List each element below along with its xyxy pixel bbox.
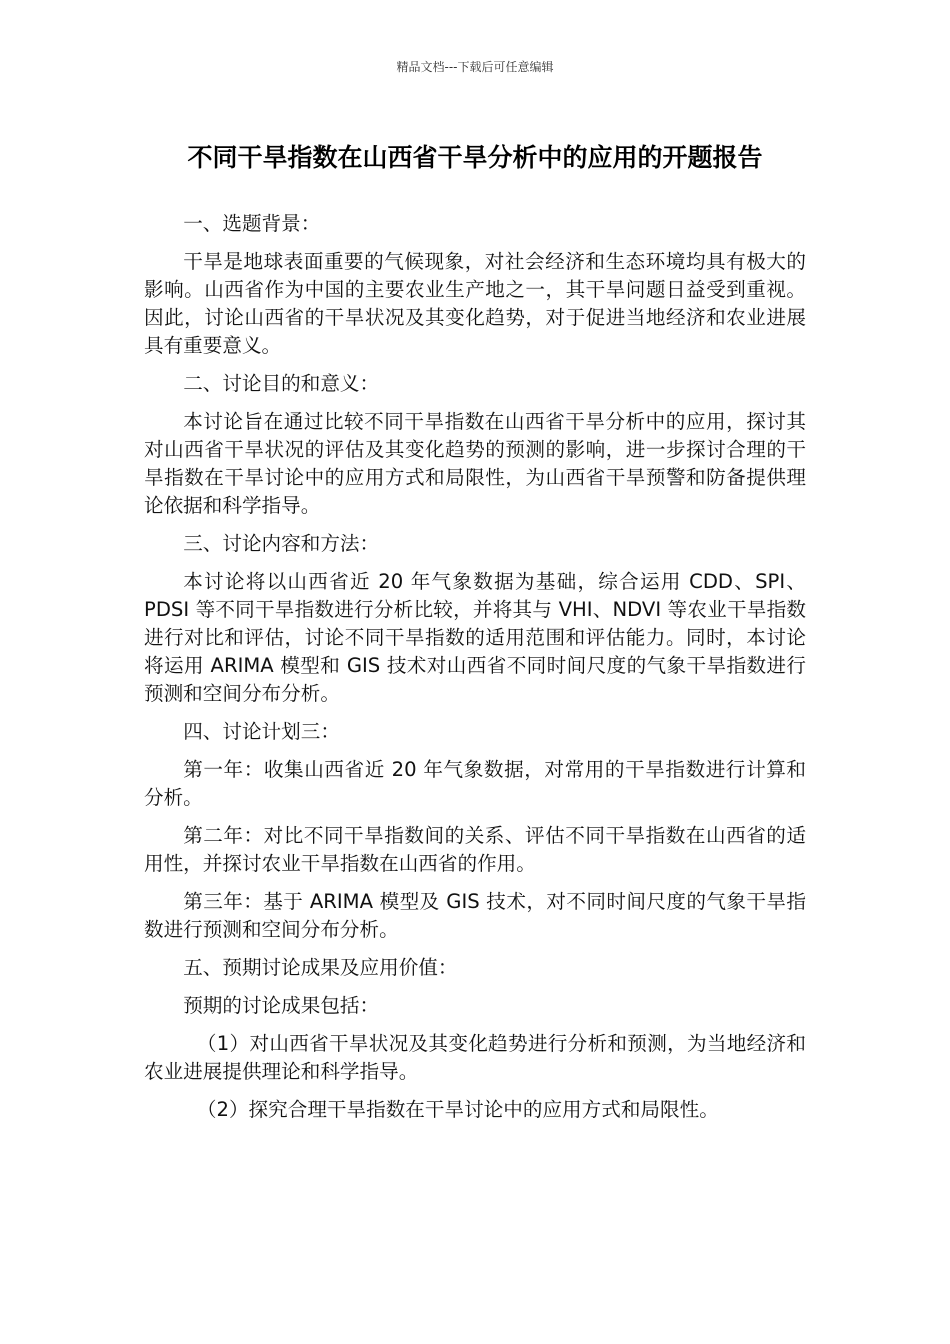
section-heading-content: 三、讨论内容和方法：	[183, 532, 380, 555]
header-note: 精品文档---下载后可任意编辑	[396, 60, 554, 74]
paragraph-background: 干旱是地球表面重要的气候现象，对社会经济和生态环境均具有极大的影响。山西省作为中国的主要农业生产地之一，其干旱问题日益受到重视。因此，讨论山西省的干旱状况及其变化趋势，对于促进当地经济和农业进展具有重要意义。	[144, 250, 806, 357]
paragraph-plan-year2: 第二年：对比不同干旱指数间的关系、评估不同干旱指数在山西省的适用性，并探讨农业干旱指数在山西省的作用。	[144, 824, 806, 875]
paragraph-plan-year3: 第三年：基于 ARIMA 模型及 GIS 技术，对不同时间尺度的气象干旱指数进行预测和空间分布分析。	[144, 890, 806, 941]
section-heading-background: 一、选题背景：	[183, 212, 321, 235]
list-item-outcome-1: （1）对山西省干旱状况及其变化趋势进行分析和预测，为当地经济和农业进展提供理论和科学指导。	[144, 1032, 806, 1083]
list-item-outcome-2: （2）探究合理干旱指数在干旱讨论中的应用方式和局限性。	[196, 1098, 719, 1121]
document-body	[144, 210, 806, 1134]
paragraph-outcomes-intro: 预期的讨论成果包括：	[183, 994, 380, 1017]
paragraph-content: 本讨论将以山西省近 20 年气象数据为基础，综合运用 CDD、SPI、PDSI 等不同干旱指数进行分析比较，并将其与 VHI、NDVI 等农业干旱指数进行对比和评估，讨论不同干旱指数的适用范围和评估能力。同时，本讨论将运用 ARIMA 模型和 GIS 技术对山西省不同时间尺度的气象干旱指数进行预测和空间分布分析。	[144, 570, 806, 705]
section-heading-outcomes: 五、预期讨论成果及应用价值：	[183, 956, 458, 979]
section-heading-purpose: 二、讨论目的和意义：	[183, 372, 380, 395]
section-heading-plan: 四、讨论计划三：	[183, 720, 340, 743]
paragraph-plan-year1: 第一年：收集山西省近 20 年气象数据，对常用的干旱指数进行计算和分析。	[144, 758, 806, 809]
paragraph-purpose: 本讨论旨在通过比较不同干旱指数在山西省干旱分析中的应用，探讨其对山西省干旱状况的评估及其变化趋势的预测的影响，进一步探讨合理的干旱指数在干旱讨论中的应用方式和局限性，为山西省干旱预警和防备提供理论依据和科学指导。	[144, 410, 806, 517]
document-title: 不同干旱指数在山西省干旱分析中的应用的开题报告	[187, 143, 763, 172]
